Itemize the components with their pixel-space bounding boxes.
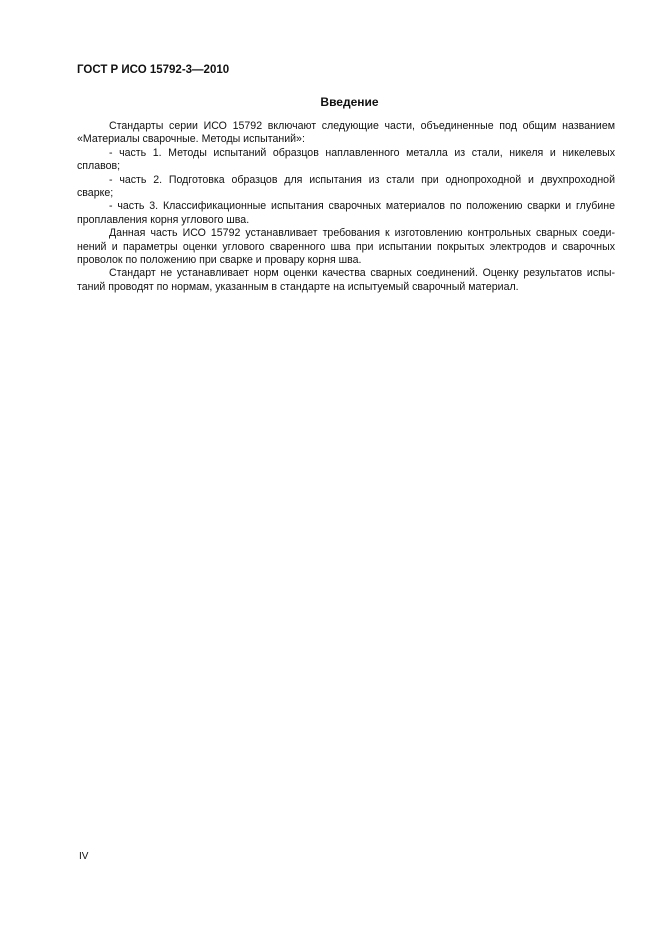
paragraph-quality-norms [77, 267, 615, 294]
text-line: проволок по положению при сварке и провару корня шва. [77, 254, 362, 267]
text-line: - часть 2. Подготовка образцов для испытания из стали при однопроходной и двухпроходной [109, 173, 615, 186]
text-line: нений и параметры оценки углового сваренного шва при испытании покрытых электродов и сварочных [77, 240, 615, 253]
paragraph-series-intro [77, 120, 615, 147]
text-line: сварке; [77, 187, 114, 200]
paragraph-part-1 [77, 147, 615, 174]
text-line: - часть 3. Классификационные испытания сварочных материалов по положению сварки и глубине [109, 200, 615, 213]
text-line: таний проводят по нормам, указанным в стандарте на испытуемый сварочный материал. [77, 280, 519, 293]
paragraph-part-2 [77, 174, 615, 201]
text-line: сплавов; [77, 160, 121, 173]
text-line: Данная часть ИСО 15792 устанавливает требования к изготовлению контрольных сварных соеди- [109, 227, 615, 240]
text-line: проплавления корня углового шва. [77, 213, 250, 226]
text-line: «Материалы сварочные. Методы испытаний»: [77, 133, 305, 146]
paragraph-scope [77, 227, 615, 267]
paragraph-part-3 [77, 200, 615, 227]
section-title: Введение [320, 95, 379, 109]
text-line: - часть 1. Методы испытаний образцов наплавленного металла из стали, никеля и никелевых [109, 146, 615, 159]
text-line: Стандарт не устанавливает норм оценки качества сварных соединений. Оценку результатов испы- [109, 267, 615, 280]
page-number: IV [79, 851, 89, 862]
introduction-body [77, 120, 615, 294]
document-header: ГОСТ Р ИСО 15792-3—2010 [77, 64, 230, 76]
text-line: Стандарты серии ИСО 15792 включают следующие части, объединенные под общим названием [109, 120, 615, 132]
